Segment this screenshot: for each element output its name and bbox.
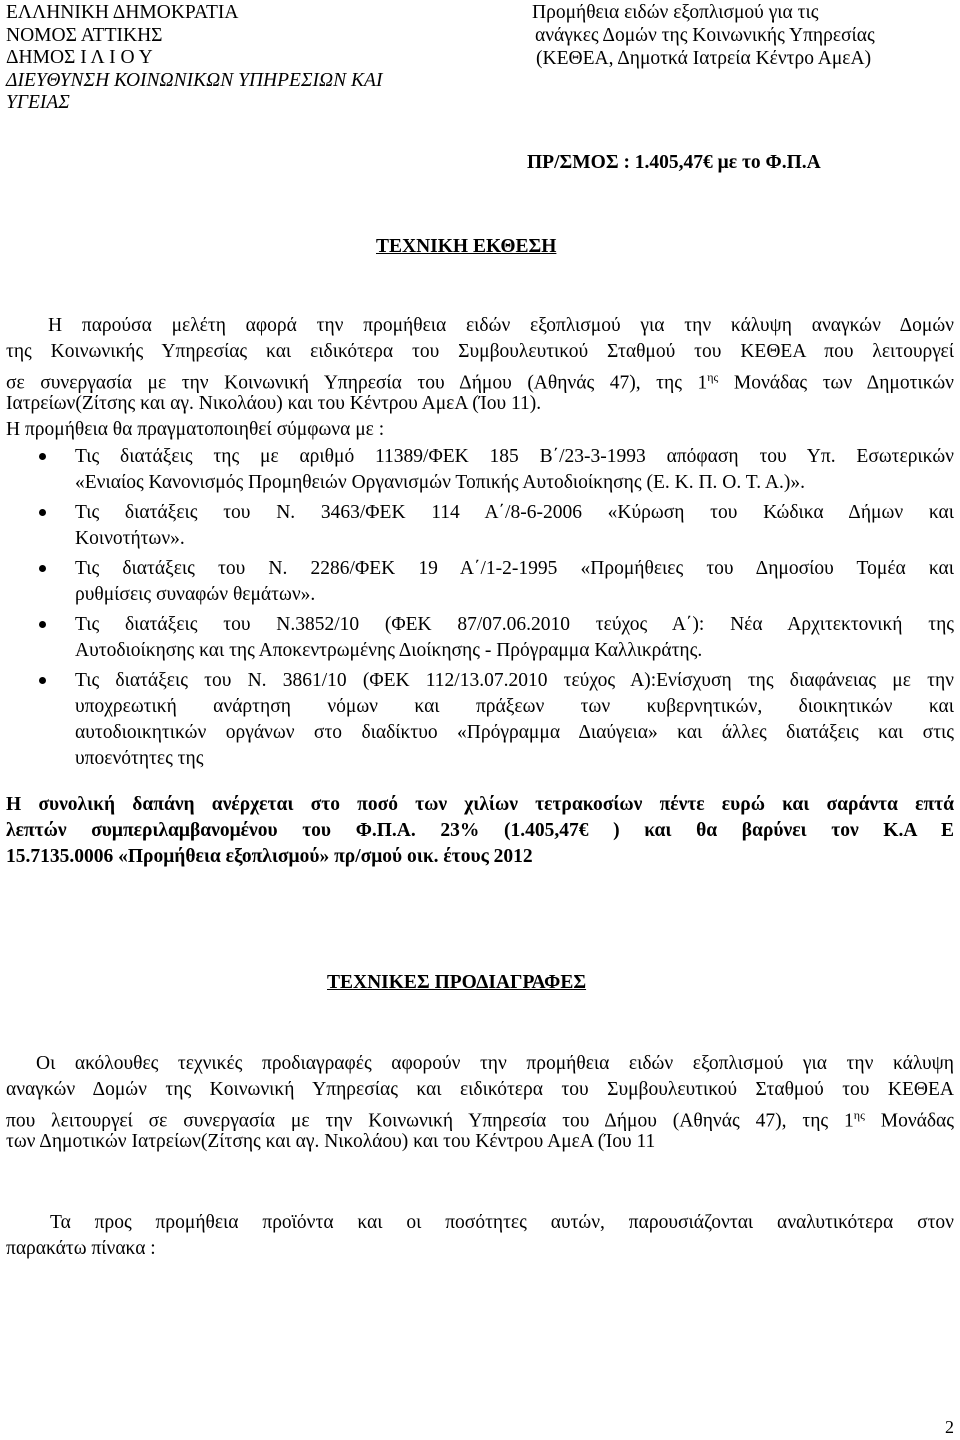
spec-line-text: που λειτουργεί σε συνεργασία με την Κοινωνική Υπηρεσία του Δήμου (Αθηνάς 47), της 1 bbox=[6, 1110, 854, 1132]
list-item-line: Τις διατάξεις του Ν. 3463/ΦΕΚ 114 Α΄/8-6-2006 «Κύρωση του Κώδικα Δήμων και bbox=[75, 502, 954, 523]
list-item-line: υποενότητες της bbox=[75, 748, 204, 769]
spec-line: των Δημοτικών Ιατρείων(Ζίτσης και αγ. Νικολάου) και του Κέντρου ΑμεΑ (Ίου 11 bbox=[6, 1131, 656, 1152]
bullet-icon bbox=[39, 565, 46, 572]
cost-line: λεπτών συμπεριλαμβανομένου του Φ.Π.Α. 23% (1.405,47€ ) και θα βαρύνει τον Κ.Α Ε bbox=[6, 820, 954, 841]
list-item-line: Τις διατάξεις του Ν.3852/10 (ΦΕΚ 87/07.06.2010 τεύχος Α΄): Νέα Αρχιτεκτονική της bbox=[75, 614, 954, 635]
list-item bbox=[0, 670, 960, 774]
section-title-technical-specs: ΤΕΧΝΙΚΕΣ ΠΡΟΔΙΑΓΡΑΦΕΣ bbox=[327, 972, 587, 993]
cost-line: 15.7135.0006 «Προμήθεια εξοπλισμού» πρ/σμού οικ. έτους 2012 bbox=[6, 846, 533, 867]
header-left-line: ΥΓΕΙΑΣ bbox=[6, 92, 70, 113]
header-left bbox=[6, 2, 382, 115]
list-item-line: υποχρεωτική ανάρτηση νόμων και πράξεων των κυβερνητικών, διοικητικών και bbox=[75, 696, 954, 717]
intro-line-tail: Μονάδας των Δημοτικών bbox=[733, 372, 955, 394]
header-right-line: ανάγκες Δομών της Κοινωνικής Υπηρεσίας bbox=[535, 25, 875, 46]
spec-line: αναγκών Δομών της Κοινωνική Υπηρεσίας και ειδικότερα του Συμβουλευτικού Σταθμού του ΚΕΘΕΑ bbox=[6, 1079, 954, 1100]
closing-paragraph bbox=[6, 1212, 954, 1264]
list-item bbox=[0, 614, 960, 666]
bullet-icon bbox=[39, 621, 46, 628]
ordinal-superscript: ης bbox=[853, 1108, 865, 1122]
spec-line-tail: Μονάδας bbox=[880, 1110, 954, 1132]
header-left-line: ΕΛΛΗΝΙΚΗ ΔΗΜΟΚΡΑΤΙΑ bbox=[6, 2, 239, 23]
list-item bbox=[0, 446, 960, 498]
intro-line bbox=[6, 367, 954, 393]
closing-line: Τα προς προμήθεια προϊόντα και οι ποσότητες αυτών, παρουσιάζονται αναλυτικότερα στον bbox=[50, 1212, 954, 1233]
header-left-line: ΔΙΕΥΘΥΝΣΗ ΚΟΙΝΩΝΙΚΩΝ ΥΠΗΡΕΣΙΩΝ ΚΑΙ bbox=[6, 69, 383, 91]
bullet-icon bbox=[39, 509, 46, 516]
spec-line bbox=[6, 1105, 954, 1131]
header-right bbox=[532, 2, 875, 71]
section-title-technical-report: ΤΕΧΝΙΚΗ ΕΚΘΕΣΗ bbox=[376, 236, 557, 257]
page-number: 2 bbox=[945, 1417, 954, 1437]
bullet-icon bbox=[39, 453, 46, 460]
cost-line: Η συνολική δαπάνη ανέρχεται στο ποσό των χιλίων τετρακοσίων πέντε ευρώ και σαράντα επτά bbox=[6, 794, 954, 815]
intro-line: Ιατρείων(Ζίτσης και αγ. Νικολάου) και του Κέντρου ΑμεΑ (Ίου 11). bbox=[6, 393, 542, 414]
header-left-line: ΝΟΜΟΣ ΑΤΤΙΚΗΣ bbox=[6, 24, 163, 46]
list-item-line: αυτοδιοικητικών οργάνων στο διαδίκτυο «Πρόγραμμα Διαύγεια» και άλλες διατάξεις και στις bbox=[75, 722, 954, 743]
list-item bbox=[0, 558, 960, 610]
legal-basis-list bbox=[0, 446, 960, 774]
closing-line: παρακάτω πίνακα : bbox=[6, 1238, 156, 1259]
list-item-line: «Ενιαίος Κανονισμός Προμηθειών Οργανισμών Τοπικής Αυτοδιοίκησης (Ε. Κ. Π. Ο. Τ. Α.)». bbox=[75, 472, 805, 493]
list-item-line: Τις διατάξεις του Ν. 3861/10 (ΦΕΚ 112/13.07.2010 τεύχος Α):Ενίσχυση της διαφάνειας με την bbox=[75, 670, 954, 691]
intro-line: Η παρούσα μελέτη αφορά την προμήθεια ειδών εξοπλισμού για την κάλυψη αναγκών Δομών bbox=[48, 315, 954, 336]
header-right-line: (ΚΕΘΕΑ, Δημοτκά Ιατρεία Κέντρο ΑμεΑ) bbox=[536, 48, 872, 69]
list-item-line: Τις διατάξεις του Ν. 2286/ΦΕΚ 19 Α΄/1-2-1995 «Προμήθειες του Δημοσίου Τομέα και bbox=[75, 558, 954, 579]
list-item-line: ρυθμίσεις συναφών θεμάτων». bbox=[75, 584, 316, 605]
header-left-line: ΔΗΜΟΣ Ι Λ Ι Ο Υ bbox=[6, 47, 153, 68]
intro-paragraph bbox=[6, 315, 954, 445]
intro-line-text: σε συνεργασία με την Κοινωνική Υπηρεσία του Δήμου (Αθηνάς 47), της 1 bbox=[6, 372, 708, 394]
spec-line: Οι ακόλουθες τεχνικές προδιαγραφές αφορούν την προμήθεια ειδών εξοπλισμού για την κάλυψη bbox=[36, 1053, 954, 1074]
list-item-line: Κοινοτήτων». bbox=[75, 528, 185, 549]
cost-paragraph bbox=[6, 794, 954, 872]
list-item-line: Τις διατάξεις της με αριθμό 11389/ΦΕΚ 185 Β΄/23-3-1993 απόφαση του Υπ. Εσωτερικών bbox=[75, 446, 954, 467]
header-right-line: Προμήθεια ειδών εξοπλισμού για τις bbox=[532, 2, 819, 23]
bullet-icon bbox=[39, 677, 46, 684]
list-item-line: Αυτοδιοίκησης και της Αποκεντρωμένης Διοίκησης - Πρόγραμμα Καλλικράτης. bbox=[75, 640, 703, 661]
ordinal-superscript: ης bbox=[707, 370, 719, 384]
intro-line: Η προμήθεια θα πραγματοποιηθεί σύμφωνα με : bbox=[6, 419, 385, 440]
intro-line: της Κοινωνικής Υπηρεσίας και ειδικότερα του Συμβουλευτικού Σταθμού του ΚΕΘΕΑ που λειτουργεί bbox=[6, 341, 954, 362]
budget-line: ΠΡ/ΣΜΟΣ : 1.405,47€ με το Φ.Π.Α bbox=[527, 152, 821, 173]
spec-paragraph bbox=[6, 1053, 954, 1157]
list-item bbox=[0, 502, 960, 554]
